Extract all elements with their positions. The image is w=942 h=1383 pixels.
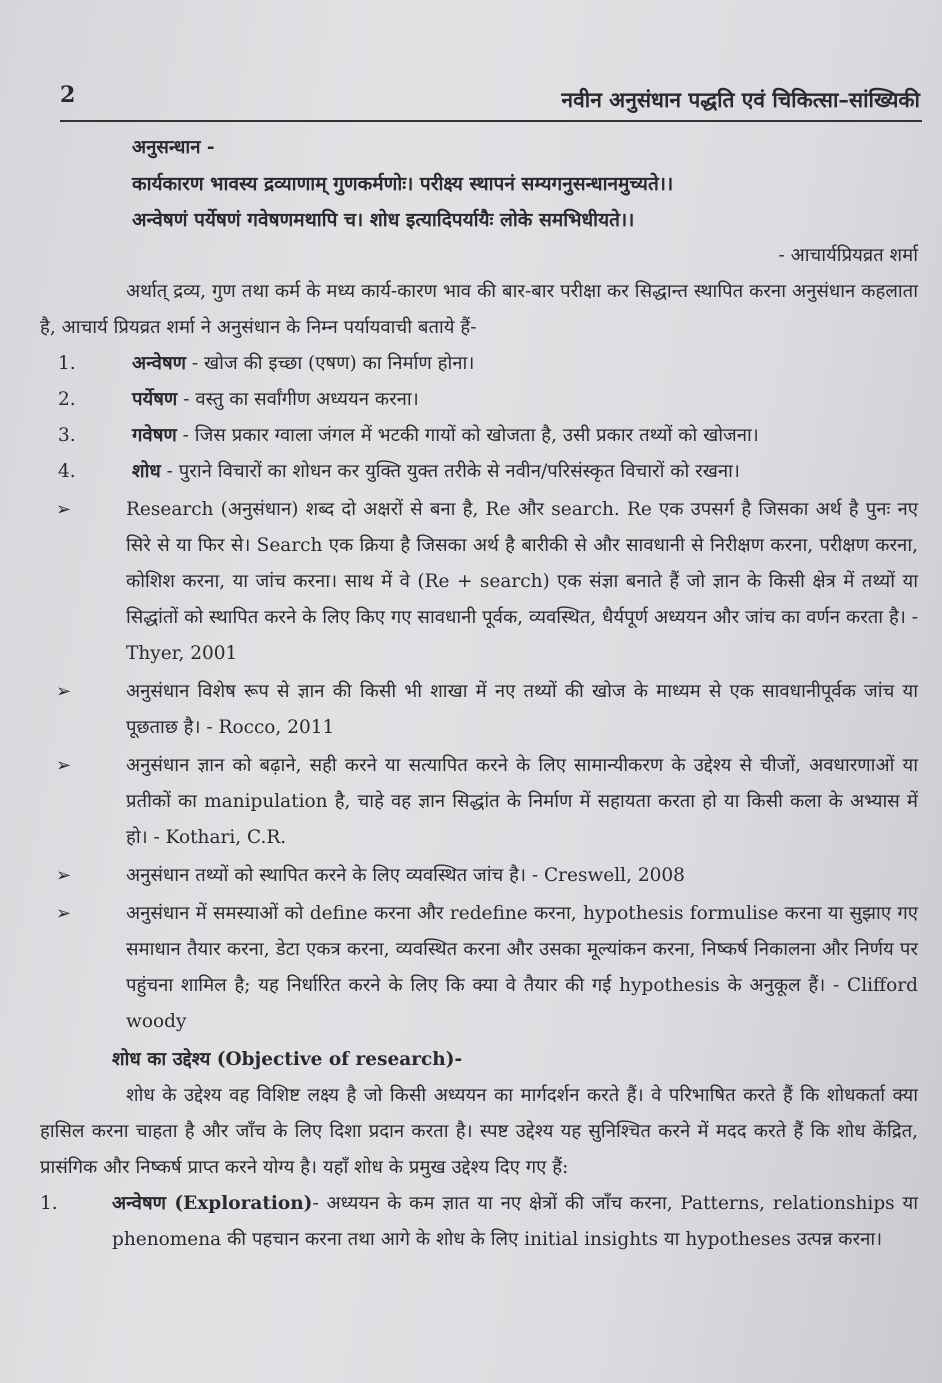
running-title: नवीन अनुसंधान पद्धति एवं चिकित्सा–सांख्यिकी	[561, 87, 920, 112]
definition-text: Research (अनुसंधान) शब्द दो अक्षरों से बना है, Re और search. Re एक उपसर्ग है जिसका अर्थ है पुनः नए सिरे से या फिर से। Search एक क्रिया है जिसका अर्थ है बारीकी से और सावधानी से निरीक्षण करना, परीक्षण करना, कोशिश करना, या जांच करना। साथ में वे (Re + search) एक संज्ञा बनाते हैं जो ज्ञान के किसी क्षेत्र में तथ्यों या सिद्धांतों को स्थापित करने के लिए किए गए सावधानी पूर्वक, व्यवस्थित, धैर्यपूर्ण अध्ययन और जांच का वर्णन करता है। - Thyer, 2001	[126, 499, 918, 664]
synonym-desc: - वस्तु का सर्वांगीण अध्ययन करना।	[177, 389, 419, 410]
page-content	[40, 130, 918, 1258]
item-number: 1.	[40, 1193, 58, 1214]
arrow-bullet-icon: ➢	[56, 499, 72, 520]
arrow-bullet-icon: ➢	[56, 755, 72, 776]
page-number: 2	[60, 82, 76, 108]
objective-paragraph: शोध के उद्देश्य वह विशिष्ट लक्ष्य है जो किसी अध्ययन का मार्गदर्शन करते हैं। वे परिभाषित करते हैं कि शोधकर्ता क्या हासिल करना चाहता है और जाँच के लिए दिशा प्रदान करता है। स्पष्ट उद्देश्य यह सुनिश्चित करने में मदद करते हैं कि शोध केंद्रित, प्रासंगिक और निष्कर्ष प्राप्त करने योग्य है। यहाँ शोध के प्रमुख उद्देश्य दिए गए हैं:	[40, 1085, 918, 1178]
definition-item	[40, 858, 918, 894]
definition-text: अनुसंधान ज्ञान को बढ़ाने, सही करने या सत्यापित करने के लिए सामान्यीकरण के उद्देश्य से चीजों, अवधारणाओं या प्रतीकों का manipulation है, चाहे वह ज्ञान सिद्धांत के निर्माण में सहायता करता हो या किसी कला के अभ्यास में हो। - Kothari, C.R.	[126, 755, 918, 848]
verse-line-1: कार्यकारण भावस्य द्रव्याणाम् गुणकर्मणोः। परीक्ष्य स्थापनं सम्यगनुसन्धानमुच्यते।।	[132, 173, 674, 195]
verse-attribution: - आचार्यप्रियव्रत शर्मा	[778, 245, 918, 266]
definition-text: अनुसंधान में समस्याओं को define करना और redefine करना, hypothesis formulise करना या सुझाए गए समाधान तैयार करना, डेटा एकत्र करना, व्यवस्थित करना और उसका मूल्यांकन करना, निष्कर्ष निकालना और निर्णय पर पहुंचना शामिल है; यह निर्धारित करने के लिए कि क्या वे तैयार की गई hypothesis के अनुकूल हैं। - Clifford woody	[126, 903, 918, 1032]
synonym-item	[40, 346, 918, 382]
intro-paragraph: अर्थात् द्रव्य, गुण तथा कर्म के मध्य कार्य-कारण भाव की बार-बार परीक्षा कर सिद्धान्त स्थापित करना अनुसंधान कहलाता है, आचार्य प्रियव्रत शर्मा ने अनुसंधान के निम्न पर्यायवाची बताये हैं-	[40, 281, 918, 338]
arrow-bullet-icon: ➢	[56, 865, 72, 886]
synonym-term: अन्वेषण	[132, 353, 187, 374]
arrow-bullet-icon: ➢	[56, 903, 72, 924]
item-number: 3.	[58, 425, 76, 446]
synonym-desc: - पुराने विचारों का शोधन कर युक्ति युक्त तरीके से नवीन/परिसंस्कृत विचारों को रखना।	[160, 461, 740, 482]
definition-item	[40, 896, 918, 1040]
definition-item	[40, 674, 918, 746]
objective-heading: शोध का उद्देश्य (Objective of research)-	[112, 1049, 463, 1070]
header-rule	[60, 120, 922, 122]
verse-line-2: अन्वेषणं पर्येषणं गवेषणमथापि च। शोध इत्यादिपर्यायैः लोके समभिधीयते।।	[132, 209, 635, 231]
item-number: 1.	[58, 353, 76, 374]
synonym-item	[40, 418, 918, 454]
item-number: 2.	[58, 389, 76, 410]
definition-item	[40, 492, 918, 672]
definition-text: अनुसंधान तथ्यों को स्थापित करने के लिए व्यवस्थित जांच है। - Creswell, 2008	[126, 865, 685, 886]
synonym-term: गवेषण	[132, 425, 177, 446]
page-header	[58, 78, 920, 118]
objective-desc: - अध्ययन के कम ज्ञात या नए क्षेत्रों की जाँच करना, Patterns, relationships या phenomena की पहचान करना तथा आगे के शोध के लिए initial insights या hypotheses उत्पन्न करना।	[112, 1193, 918, 1250]
synonym-desc: - जिस प्रकार ग्वाला जंगल में भटकी गायों को खोजता है, उसी प्रकार तथ्यों को खोजना।	[176, 425, 759, 446]
synonym-term: शोध	[132, 461, 161, 482]
objective-item	[40, 1186, 918, 1258]
section-title: अनुसन्धान -	[132, 137, 215, 158]
synonym-term: पर्येषण	[132, 389, 178, 410]
definition-item	[40, 748, 918, 856]
arrow-bullet-icon: ➢	[56, 681, 72, 702]
item-number: 4.	[58, 461, 76, 482]
definition-text: अनुसंधान विशेष रूप से ज्ञान की किसी भी शाखा में नए तथ्यों की खोज के माध्यम से एक सावधानीपूर्वक जांच या पूछताछ है। - Rocco, 2011	[126, 681, 918, 738]
synonym-item	[40, 382, 918, 418]
synonym-item	[40, 454, 918, 490]
objective-term: अन्वेषण (Exploration)	[112, 1193, 313, 1214]
synonym-desc: - खोज की इच्छा (एषण) का निर्माण होना।	[186, 353, 475, 374]
